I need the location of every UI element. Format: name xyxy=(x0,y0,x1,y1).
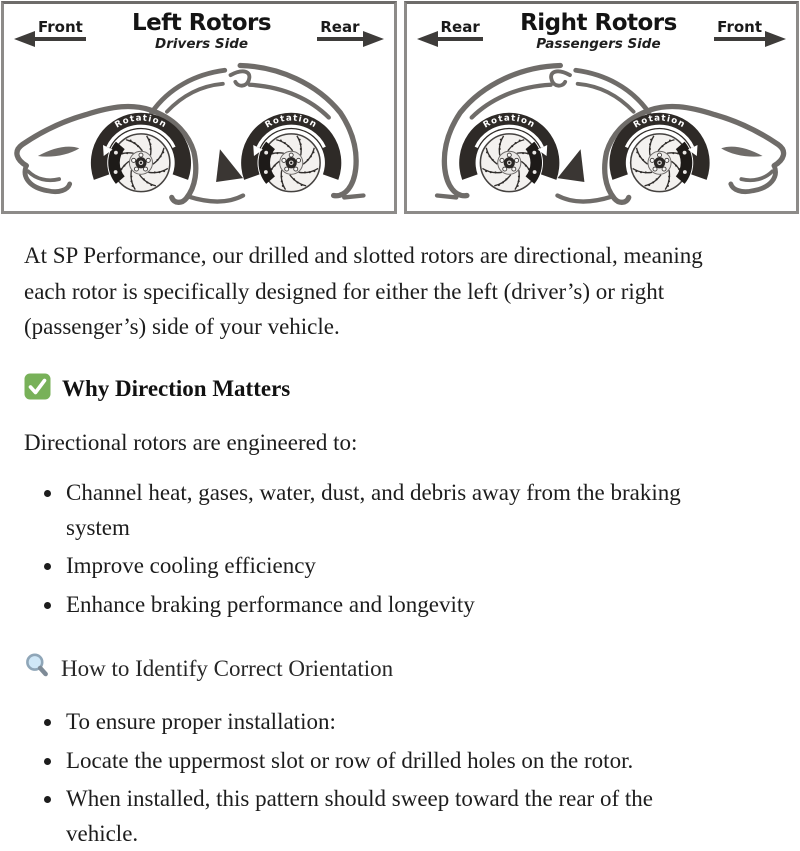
list-item: • To ensure proper installation: xyxy=(64,705,719,740)
list-item: • When installed, this pattern should sweep toward the rear of the vehicle. xyxy=(64,782,719,851)
section-orientation-heading xyxy=(24,652,776,685)
svg-text:Rotation: Rotation xyxy=(631,113,687,131)
direction-text: Front xyxy=(35,18,86,41)
list-item: • Channel heat, gases, water, dust, and debris away from the braking system xyxy=(64,476,719,545)
heading-text: Why Direction Matters xyxy=(62,376,291,402)
panel-subtitle: Drivers Side xyxy=(155,36,249,53)
benefits-list xyxy=(24,476,719,622)
car-illustration-drivers-side xyxy=(4,52,394,209)
lead-text: Directional rotors are engineered to: xyxy=(24,429,358,455)
direction-text: Rear xyxy=(317,18,362,41)
left-rotors-panel xyxy=(1,1,397,214)
list-item: • Improve cooling efficiency xyxy=(64,549,719,584)
list-item: • Enhance braking performance and longevity xyxy=(64,588,719,623)
check-mark-icon xyxy=(24,373,51,406)
panel-title: Left Rotors xyxy=(131,10,272,36)
front-direction-label xyxy=(714,18,786,41)
panel-title-block xyxy=(86,12,317,52)
right-arrow-icon xyxy=(363,31,384,47)
section-why-direction-heading xyxy=(24,373,776,406)
right-panel-header xyxy=(407,4,797,52)
direction-text: Front xyxy=(714,18,765,41)
intro-paragraph: At SP Performance, our drilled and slotted rotors are directional, meaning each rotor is specifically designed for either the left (driver’s) or right (passenger’s) side of your vehicle. xyxy=(24,243,703,340)
magnifying-glass-icon xyxy=(24,652,50,685)
panel-title: Right Rotors xyxy=(520,10,677,36)
svg-text:Rotation: Rotation xyxy=(113,113,169,131)
front-direction-label xyxy=(14,18,86,41)
rotor-direction-diagram xyxy=(0,0,800,214)
article-content xyxy=(0,214,800,851)
orientation-list xyxy=(24,705,719,851)
panel-subtitle: Passengers Side xyxy=(536,36,661,53)
rear-direction-label xyxy=(317,18,383,41)
rear-direction-label xyxy=(417,18,483,41)
list-item: • Locate the uppermost slot or row of drilled holes on the rotor. xyxy=(64,744,719,779)
right-arrow-icon xyxy=(765,31,786,47)
svg-text:Rotation: Rotation xyxy=(481,113,537,131)
left-arrow-icon xyxy=(417,31,438,47)
right-rotors-panel xyxy=(404,1,800,214)
heading-text: How to Identify Correct Orientation xyxy=(61,655,394,681)
car-illustration-passengers-side xyxy=(407,52,797,209)
left-arrow-icon xyxy=(14,31,35,47)
left-panel-header xyxy=(4,4,394,52)
direction-text: Rear xyxy=(438,18,483,41)
panel-title-block xyxy=(483,12,714,52)
svg-text:Rotation: Rotation xyxy=(263,113,319,131)
